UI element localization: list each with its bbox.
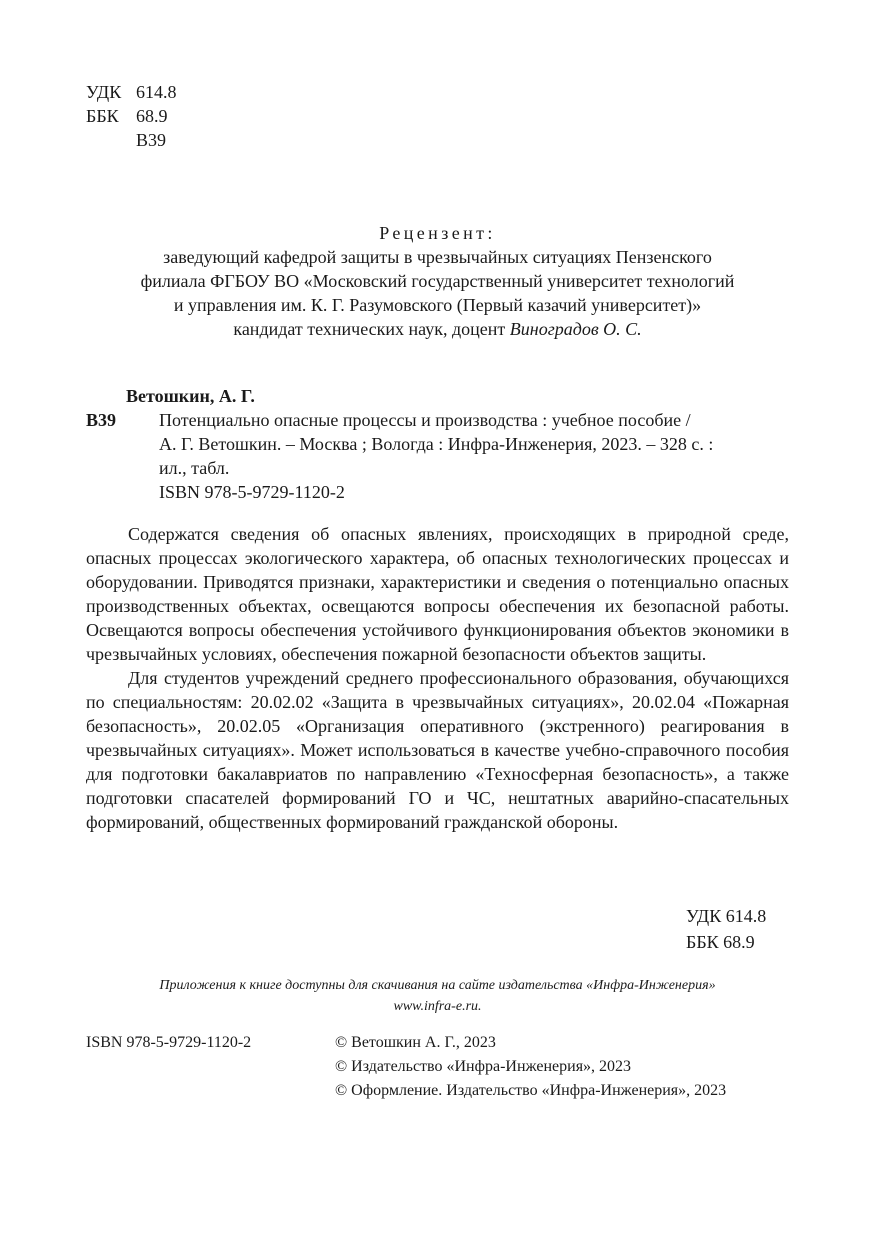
reviewer-title: кандидат технических наук, доцент — [233, 319, 510, 339]
classification-block — [86, 80, 177, 152]
bbk-bottom: ББК 68.9 — [686, 932, 755, 952]
bbk-row — [86, 104, 177, 128]
copyright-block — [335, 1031, 726, 1103]
bbk-value: 68.9 — [136, 106, 168, 126]
bbk-label: ББК — [86, 106, 119, 126]
record-line-2: А. Г. Ветошкин. – Москва ; Вологда : Инфра-Инженерия, 2023. – 328 с. : — [159, 434, 714, 454]
record-line-1: Потенциально опасные процессы и производства : учебное пособие / — [159, 410, 691, 430]
record-code: В39 — [86, 410, 117, 430]
udk-label: УДК — [86, 82, 122, 102]
appendix-note — [86, 975, 789, 1017]
record-isbn: ISBN 978-5-9729-1120-2 — [159, 482, 345, 502]
reviewer-line-4 — [86, 317, 789, 341]
udk-row — [86, 80, 177, 104]
reviewer-line-2: филиала ФГБОУ ВО «Московский государственный университет технологий — [140, 271, 735, 291]
appendix-note-line-1: Приложения к книге доступны для скачивания на сайте издательства «Инфра-Инженерия» — [159, 978, 716, 993]
abstract-paragraph-1: Содержатся сведения об опасных явлениях, происходящих в природной среде, опасных процессах экологического характера, об опасных технологических процессах и оборудовании. Приводятся признаки, характеристики и сведения о потенциально опасных производственных объектах, освещаются вопросы обеспечения их безопасной работы. Освещаются вопросы обеспечения устойчивого функционирования объектов экономики в чрезвычайных условиях, обеспечения пожарной безопасности объектов защиты. — [86, 524, 789, 664]
record-entry — [86, 408, 789, 432]
record-line-3: ил., табл. — [159, 458, 230, 478]
bibliographic-record — [86, 384, 789, 504]
record-author: Ветошкин, А. Г. — [126, 386, 255, 406]
abstract-paragraph-2: Для студентов учреждений среднего профессионального образования, обучающихся по специальностям: 20.02.02 «Защита в чрезвычайных ситуациях», 20.02.04 «Пожарная безопасность», 20.02.05 «Организация оперативного (экстренного) реагирования в чрезвычайных ситуациях». Может использоваться в качестве учебно-справочного пособия для подготовки бакалавриатов по направлению «Техносферная безопасность», а также подготовки спасателей формирований ГО и ЧС, нештатных аварийно-спасательных формирований, общественных формирований гражданской обороны. — [86, 668, 789, 832]
udk-value: 614.8 — [136, 82, 177, 102]
reviewer-line-1: заведующий кафедрой защиты в чрезвычайных ситуациях Пензенского — [163, 247, 712, 267]
reviewer-line-3: и управления им. К. Г. Разумовского (Первый казачий университет)» — [173, 295, 702, 315]
author-index: В39 — [136, 130, 167, 150]
reviewer-block — [86, 221, 789, 341]
publisher-website: www.infra-e.ru. — [393, 999, 482, 1014]
udk-bottom: УДК 614.8 — [686, 906, 767, 926]
reviewer-name: Виноградов О. С. — [509, 319, 642, 339]
footer-isbn: ISBN 978-5-9729-1120-2 — [86, 1034, 252, 1051]
classification-bottom — [686, 903, 766, 955]
abstract — [86, 522, 789, 834]
copyright-author: © Ветошкин А. Г., 2023 — [335, 1034, 496, 1051]
reviewer-heading: Рецензент: — [379, 223, 496, 243]
copyright-publisher: © Издательство «Инфра-Инженерия», 2023 — [335, 1058, 632, 1075]
copyright-design: © Оформление. Издательство «Инфра-Инженерия», 2023 — [335, 1082, 727, 1099]
